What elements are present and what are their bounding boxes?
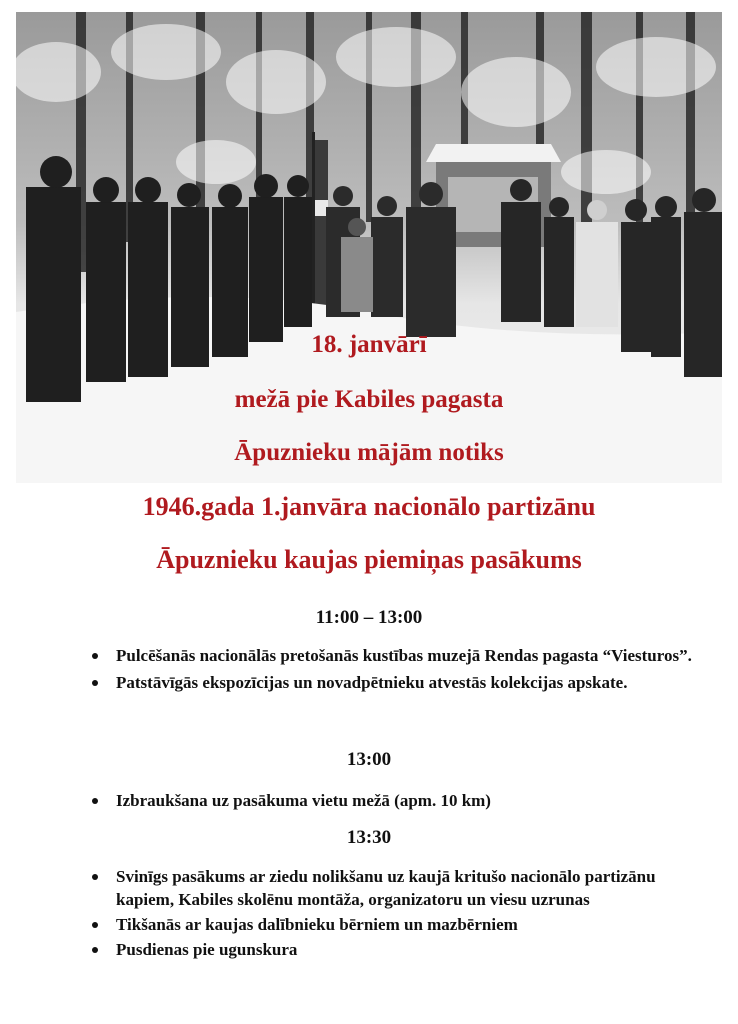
list-item: Tikšanās ar kaujas dalībnieku bērniem un mazbērniem bbox=[92, 913, 692, 936]
list-item: Izbraukšana uz pasākuma vietu mežā (apm. 10 km) bbox=[92, 789, 692, 812]
headline-place: Āpuznieku mājām notiks bbox=[234, 439, 504, 466]
list-item: Patstāvīgās ekspozīcijas un novadpētnieku atvestās kolekcijas apskate. bbox=[92, 671, 692, 694]
schedule-time-1: 11:00 – 13:00 bbox=[315, 607, 423, 628]
headline-event-title: Āpuznieku kaujas piemiņas pasākums bbox=[156, 545, 582, 574]
schedule-time-3: 13:30 bbox=[346, 827, 392, 848]
list-item: Pusdienas pie ugunskura bbox=[92, 938, 692, 961]
headline-occasion: 1946.gada 1.janvāra nacionālo partizānu bbox=[142, 492, 596, 521]
schedule-list-3 bbox=[92, 865, 692, 961]
schedule-list-1 bbox=[92, 644, 692, 694]
list-item: Svinīgs pasākums ar ziedu nolikšanu uz kaujā kritušo nacionālo partizānu kapiem, Kabiles skolēnu montāža, organizatoru un viesu uzrunas bbox=[92, 865, 692, 911]
headline-location: mežā pie Kabiles pagasta bbox=[234, 386, 504, 413]
schedule-list-2 bbox=[92, 789, 692, 812]
list-item: Pulcēšanās nacionālās pretošanās kustības muzejā Rendas pagasta “Viesturos”. bbox=[92, 644, 692, 667]
schedule-time-2: 13:00 bbox=[346, 749, 392, 770]
headline-date: 18. janvārī bbox=[311, 331, 427, 358]
